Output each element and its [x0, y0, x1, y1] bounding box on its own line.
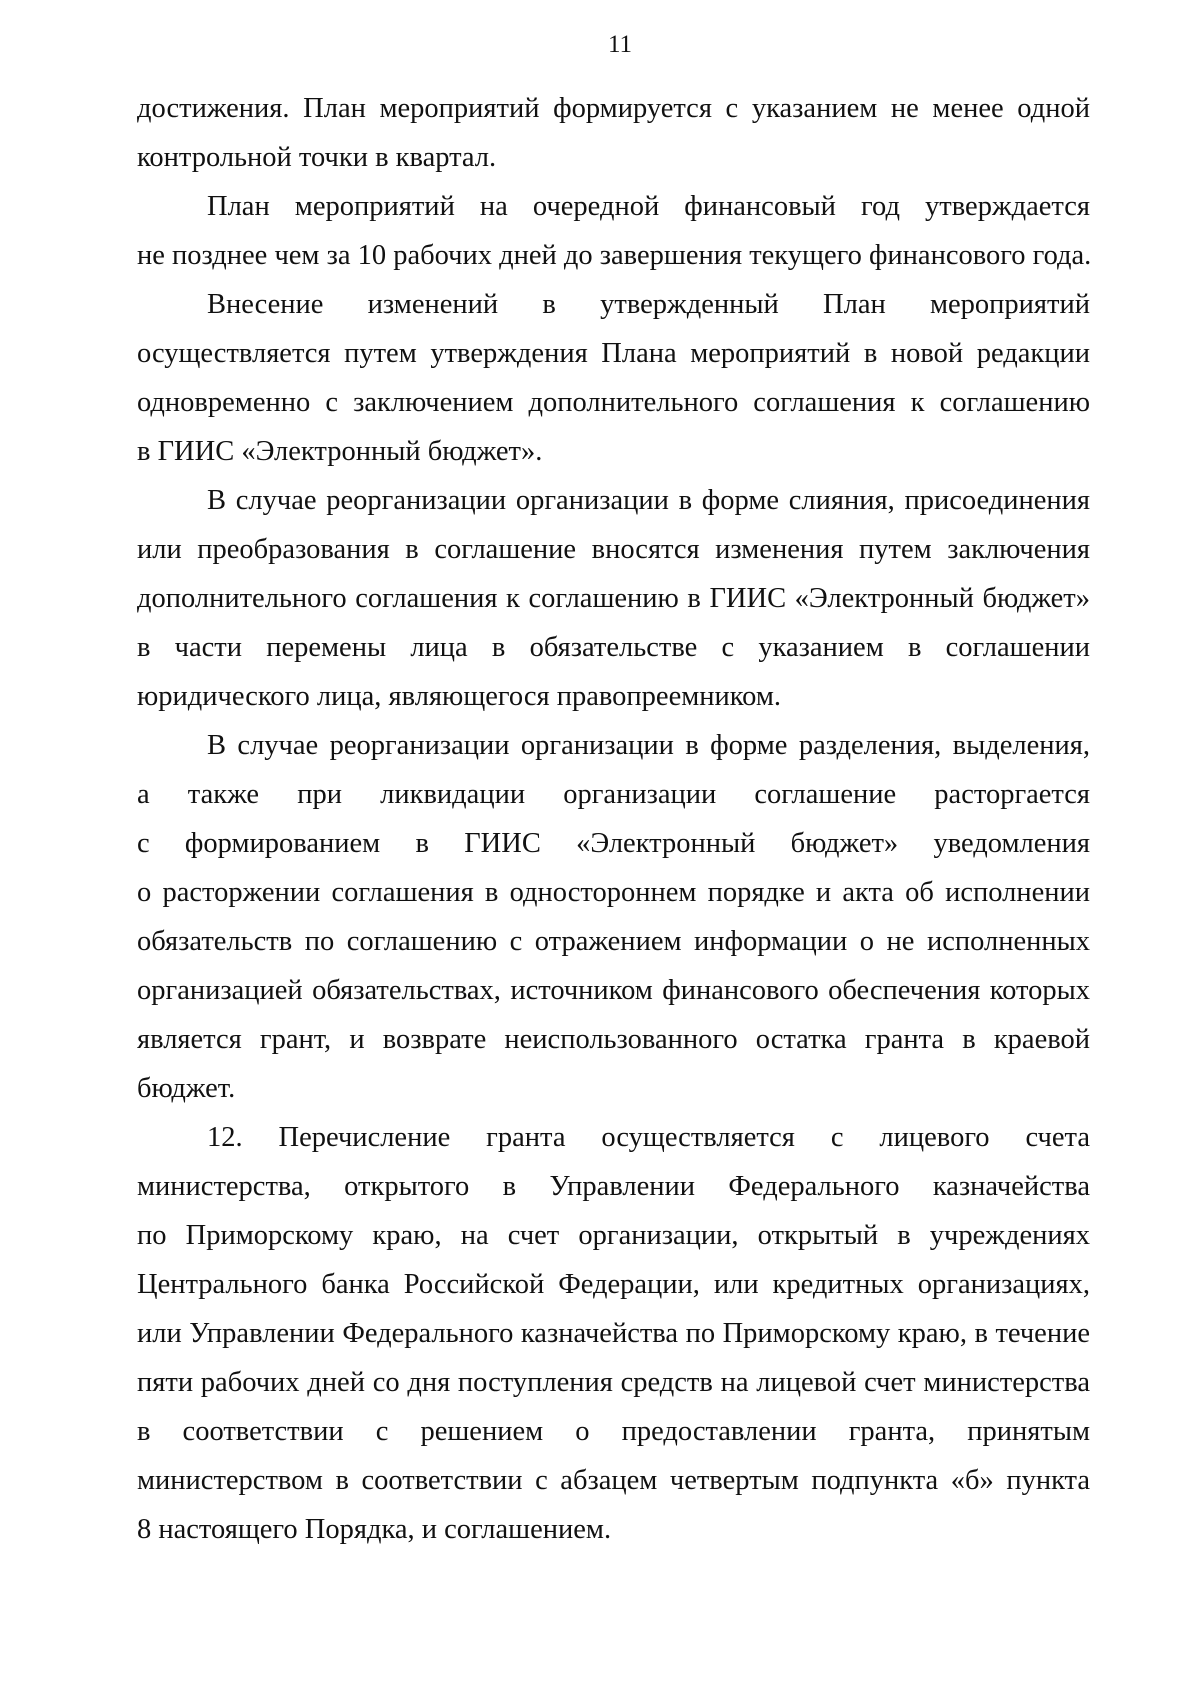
- text-line: 12. Перечисление гранта осуществляется с лицевого счета: [207, 1122, 1090, 1153]
- paragraph: [137, 84, 1090, 182]
- text-line: или Управлении Федерального казначейства по Приморскому краю, в течение: [137, 1318, 1090, 1349]
- text-line: в части перемены лица в обязательстве с указанием в соглашении: [137, 632, 1090, 663]
- text-line: одновременно с заключением дополнительного соглашения к соглашению: [137, 387, 1090, 418]
- text-line: Центрального банка Российской Федерации, или кредитных организациях,: [137, 1269, 1090, 1300]
- text-line: достижения. План мероприятий формируется с указанием не менее одной: [137, 93, 1090, 124]
- paragraph: [137, 1113, 1090, 1554]
- text-line: министерством в соответствии с абзацем четвертым подпункта «б» пункта: [137, 1465, 1090, 1496]
- text-line: Внесение изменений в утвержденный План мероприятий: [207, 289, 1090, 320]
- text-line: или преобразования в соглашение вносятся изменения путем заключения: [137, 534, 1090, 565]
- text-line: о расторжении соглашения в одностороннем порядке и акта об исполнении: [137, 877, 1090, 908]
- text-line: дополнительного соглашения к соглашению в ГИИС «Электронный бюджет»: [137, 583, 1090, 614]
- text-line: 8 настоящего Порядка, и соглашением.: [137, 1514, 612, 1545]
- text-line: является грант, и возврате неиспользованного остатка гранта в краевой: [137, 1024, 1090, 1055]
- text-line: План мероприятий на очередной финансовый год утверждается: [207, 191, 1090, 222]
- paragraph: [137, 476, 1090, 721]
- text-line: в ГИИС «Электронный бюджет».: [137, 436, 543, 467]
- paragraph: [137, 721, 1090, 1113]
- text-line: контрольной точки в квартал.: [137, 142, 497, 173]
- text-line: министерства, открытого в Управлении Федерального казначейства: [137, 1171, 1090, 1202]
- text-line: а также при ликвидации организации соглашение расторгается: [137, 779, 1090, 810]
- paragraph: [137, 280, 1090, 476]
- text-line: пяти рабочих дней со дня поступления средств на лицевой счет министерства: [137, 1367, 1090, 1398]
- text-line: с формированием в ГИИС «Электронный бюджет» уведомления: [137, 828, 1090, 859]
- text-line: осуществляется путем утверждения Плана мероприятий в новой редакции: [137, 338, 1090, 369]
- text-line: В случае реорганизации организации в форме слияния, присоединения: [207, 485, 1090, 516]
- page-number: 11: [607, 31, 633, 58]
- paragraph: [137, 182, 1090, 280]
- text-line: обязательств по соглашению с отражением информации о не исполненных: [137, 926, 1090, 957]
- document-body: [137, 84, 1090, 1554]
- text-line: юридического лица, являющегося правопреемником.: [137, 681, 782, 712]
- text-line: бюджет.: [137, 1073, 236, 1104]
- text-line: организацией обязательствах, источником финансового обеспечения которых: [137, 975, 1090, 1006]
- text-line: в соответствии с решением о предоставлении гранта, принятым: [137, 1416, 1090, 1447]
- text-line: не позднее чем за 10 рабочих дней до завершения текущего финансового года.: [137, 240, 1092, 271]
- text-line: по Приморскому краю, на счет организации, открытый в учреждениях: [137, 1220, 1090, 1251]
- text-line: В случае реорганизации организации в форме разделения, выделения,: [207, 730, 1090, 761]
